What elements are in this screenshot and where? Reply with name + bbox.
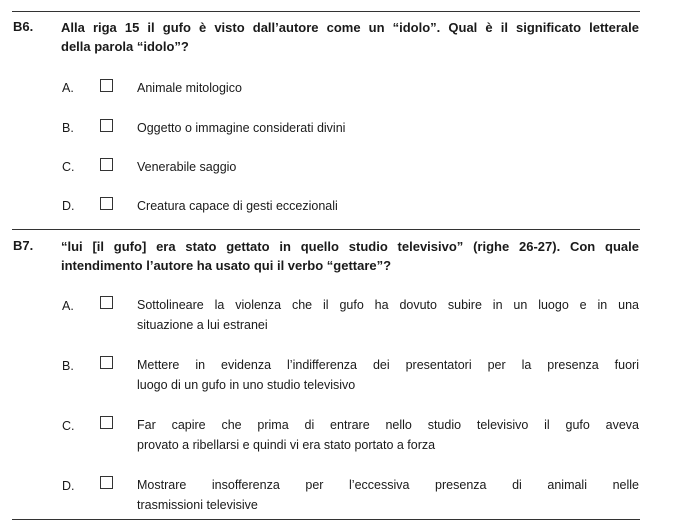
bottom-divider (12, 519, 640, 520)
question-number: B7. (13, 238, 34, 253)
top-divider (12, 11, 640, 12)
option-text-line: Mettere in evidenza l’indifferenza dei presentatori per la presenza fuori (137, 358, 639, 372)
option-checkbox[interactable] (100, 416, 113, 429)
option-text-line: provato a ribellarsi e quindi vi era stato portato a forza (137, 438, 436, 452)
option-text (137, 78, 639, 98)
option-text (137, 295, 639, 335)
option-text-line: situazione a lui estranei (137, 318, 268, 332)
option-text-line: Oggetto o immagine considerati divini (137, 121, 346, 135)
option-text (137, 475, 639, 515)
option-text (137, 196, 639, 216)
option-text-line: Far capire che prima di entrare nello studio televisivo il gufo aveva (137, 418, 639, 432)
option-text-line: Venerabile saggio (137, 160, 237, 174)
option-text-line: luogo di un gufo in uno studio televisivo (137, 378, 356, 392)
option-text-line: Creatura capace di gesti eccezionali (137, 199, 338, 213)
question-text (61, 237, 639, 275)
option-checkbox[interactable] (100, 79, 113, 92)
question-text-line: “lui [il gufo] era stato gettato in quello studio televisivo” (righe 26-27). Con quale (61, 239, 639, 254)
question-text-line: Alla riga 15 il gufo è visto dall’autore come un “idolo”. Qual è il significato letterale (61, 20, 639, 35)
section-divider (12, 229, 640, 230)
option-checkbox[interactable] (100, 476, 113, 489)
option-text (137, 118, 639, 138)
option-text (137, 415, 639, 455)
option-letter: A. (62, 299, 74, 313)
option-checkbox[interactable] (100, 119, 113, 132)
option-checkbox[interactable] (100, 197, 113, 210)
option-letter: C. (62, 419, 75, 433)
option-checkbox[interactable] (100, 296, 113, 309)
option-text-line: Mostrare insofferenza per l’eccessiva presenza di animali nelle (137, 478, 639, 492)
option-letter: A. (62, 81, 74, 95)
option-checkbox[interactable] (100, 356, 113, 369)
option-letter: D. (62, 199, 75, 213)
question-text-line: intendimento l’autore ha usato qui il verbo “gettare”? (61, 258, 392, 273)
option-letter: C. (62, 160, 75, 174)
option-letter: B. (62, 359, 74, 373)
question-number: B6. (13, 19, 34, 34)
question-text (61, 18, 639, 56)
option-text-line: Sottolineare la violenza che il gufo ha dovuto subire in un luogo e in una (137, 298, 639, 312)
option-text (137, 355, 639, 395)
option-checkbox[interactable] (100, 158, 113, 171)
question-text-line: della parola “idolo”? (61, 39, 189, 54)
option-text (137, 157, 639, 177)
option-text-line: Animale mitologico (137, 81, 242, 95)
option-letter: B. (62, 121, 74, 135)
option-letter: D. (62, 479, 75, 493)
option-text-line: trasmissioni televisive (137, 498, 258, 512)
